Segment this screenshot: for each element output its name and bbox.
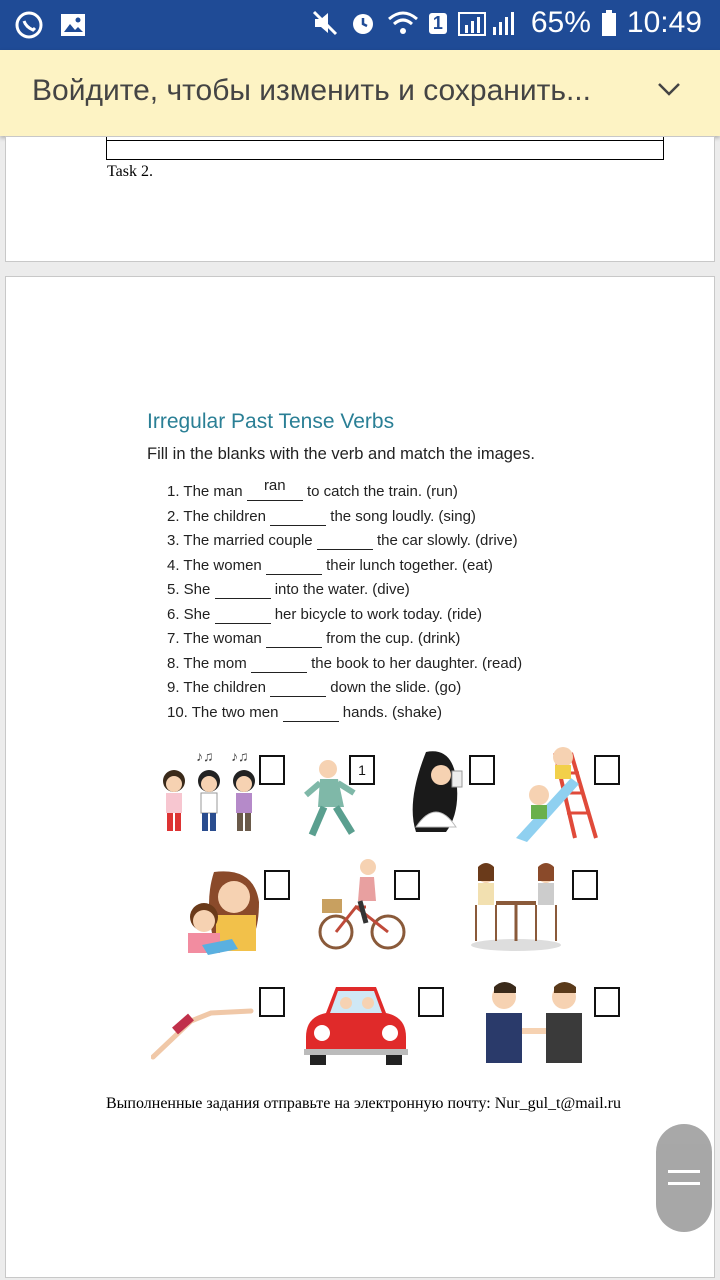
question-suffix: hands. (shake) [338, 704, 443, 721]
question-suffix: from the cup. (drink) [321, 630, 461, 647]
signal-icon [457, 9, 521, 37]
answer-blank[interactable] [247, 477, 303, 501]
question-suffix: their lunch together. (eat) [321, 557, 493, 574]
battery-icon [601, 9, 617, 37]
question-prefix: 3. The married couple [167, 532, 317, 549]
document-page-2 [5, 276, 715, 1278]
gallery-icon [58, 10, 88, 40]
question-line [167, 508, 476, 526]
sign-in-banner[interactable] [0, 50, 720, 136]
match-checkbox-3[interactable] [469, 755, 495, 785]
woman-drinking-image [406, 747, 476, 837]
answer-blank[interactable] [283, 704, 339, 722]
mute-icon [311, 9, 339, 37]
worksheet-title: Irregular Past Tense Verbs [147, 410, 395, 433]
match-checkbox-6[interactable] [394, 870, 420, 900]
match-checkbox-2[interactable]: 1 [349, 755, 375, 785]
question-line [167, 606, 482, 624]
answer-text: ran [263, 477, 286, 494]
question-line [167, 630, 460, 648]
worksheet-instruction: Fill in the blanks with the verb and match the images. [147, 445, 535, 463]
question-line [167, 557, 493, 575]
question-line [167, 679, 461, 697]
answer-blank[interactable] [215, 581, 271, 599]
alarm-icon [349, 9, 377, 37]
question-suffix: her bicycle to work today. (ride) [270, 606, 483, 623]
question-prefix: 4. The women [167, 557, 266, 574]
footer-instruction: Выполненные задания отправьте на электронную почту: Nur_gul_t@mail.ru [106, 1095, 621, 1112]
question-prefix: 2. The children [167, 508, 271, 525]
question-suffix: to catch the train. (run) [302, 483, 458, 500]
wifi-icon [387, 9, 419, 37]
banner-text: Войдите, чтобы изменить и сохранить... [32, 74, 591, 107]
status-bar [0, 0, 720, 50]
question-suffix: down the slide. (go) [326, 679, 462, 696]
children-slide-image [511, 743, 601, 843]
answer-blank[interactable] [266, 630, 322, 648]
answer-blank[interactable] [270, 508, 326, 526]
woman-diving-image [151, 997, 256, 1062]
question-line [167, 704, 442, 722]
clock: 10:49 [626, 6, 702, 39]
question-prefix: 1. The man [167, 483, 247, 500]
chevron-down-icon[interactable] [656, 80, 682, 98]
question-line [167, 655, 522, 673]
answer-blank[interactable] [317, 532, 373, 550]
couple-car-image [296, 977, 416, 1069]
document-page-1 [5, 136, 715, 262]
woman-bicycle-image [316, 857, 406, 952]
mom-reading-image [174, 867, 269, 957]
match-checkbox-10[interactable] [594, 987, 620, 1017]
question-prefix: 8. The mom [167, 655, 251, 672]
question-suffix: the book to her daughter. (read) [306, 655, 523, 672]
question-suffix: into the water. (dive) [270, 581, 410, 598]
question-prefix: 5. She [167, 581, 215, 598]
men-handshake-image [476, 977, 591, 1067]
question-prefix: 6. She [167, 606, 215, 623]
answer-blank[interactable] [270, 679, 326, 697]
match-checkbox-9[interactable] [418, 987, 444, 1017]
question-line [167, 581, 410, 599]
match-checkbox-5[interactable] [264, 870, 290, 900]
question-suffix: the car slowly. (drive) [372, 532, 518, 549]
answer-blank[interactable] [251, 655, 307, 673]
children-singing-image [156, 743, 261, 843]
task-label: Task 2. [107, 163, 153, 180]
question-prefix: 9. The children [167, 679, 271, 696]
match-checkbox-7[interactable] [572, 870, 598, 900]
match-checkbox-8[interactable] [259, 987, 285, 1017]
question-prefix: 7. The woman [167, 630, 266, 647]
notification-badge: 1 [429, 13, 447, 34]
question-suffix: the song loudly. (sing) [326, 508, 476, 525]
question-prefix: 10. The two men [167, 704, 283, 721]
question-line [167, 477, 458, 501]
scroll-handle[interactable] [656, 1124, 712, 1232]
match-checkbox-1[interactable] [259, 755, 285, 785]
answer-blank[interactable] [215, 606, 271, 624]
battery-percent: 65% [530, 6, 591, 39]
svg-text:♪♫: ♪♫ [196, 748, 214, 764]
svg-text:♪♫: ♪♫ [231, 748, 249, 764]
table-fragment [106, 137, 664, 160]
whatsapp-icon [14, 10, 44, 40]
women-lunch-image [466, 857, 566, 952]
question-line [167, 532, 518, 550]
answer-blank[interactable] [266, 557, 322, 575]
match-checkbox-4[interactable] [594, 755, 620, 785]
